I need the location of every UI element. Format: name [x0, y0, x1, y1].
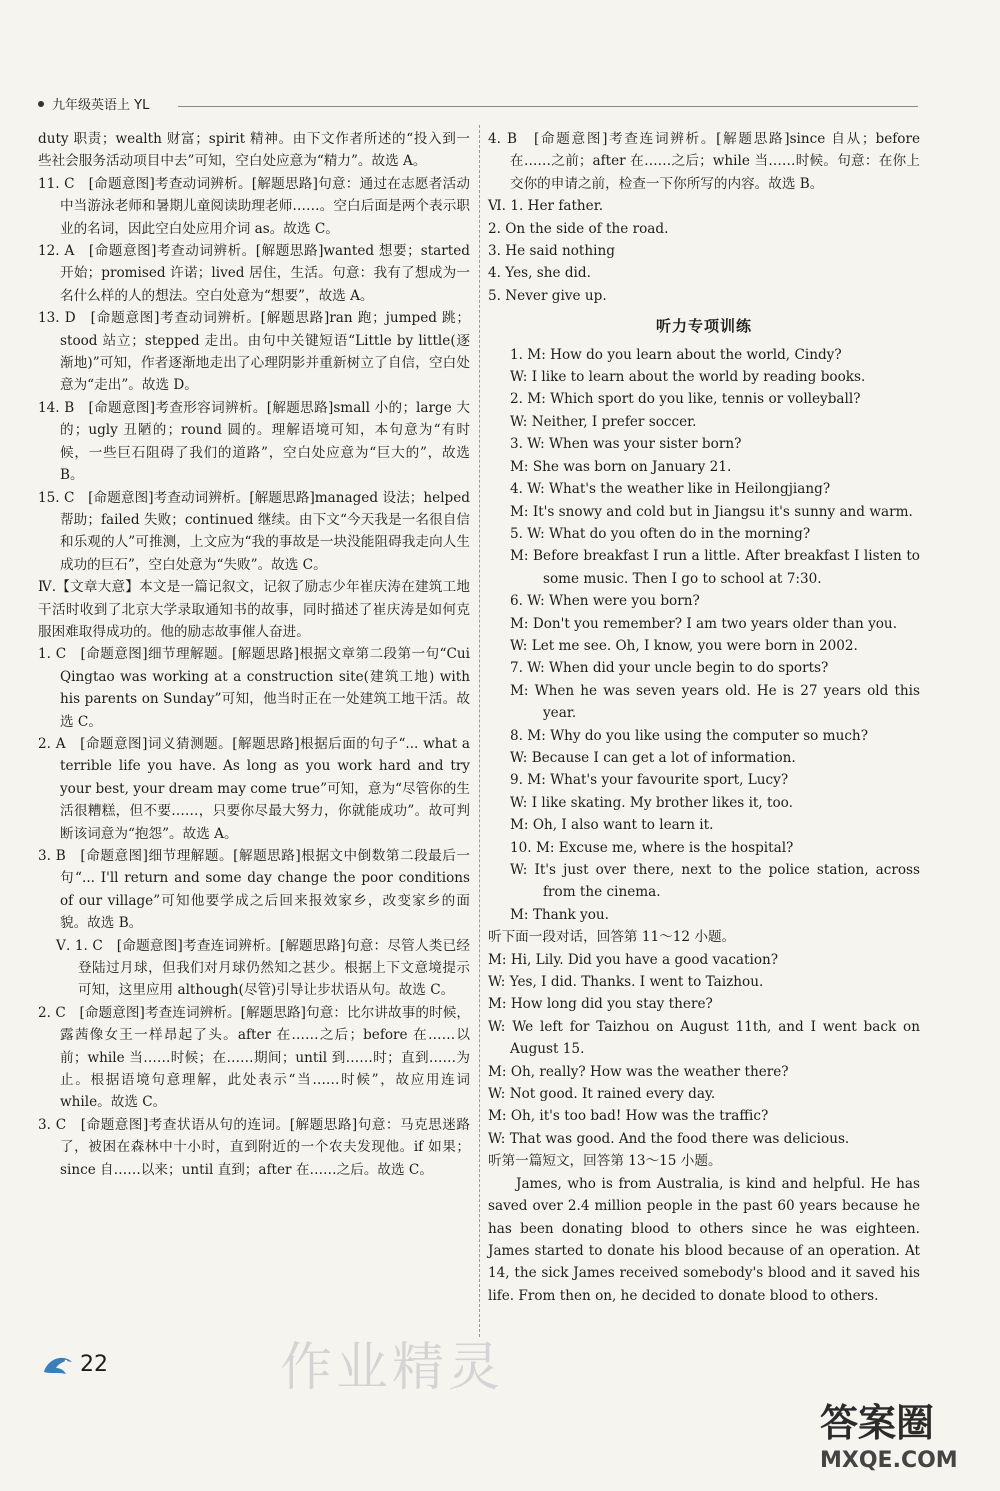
- text-line: W: I like skating. My brother likes it, too.: [510, 794, 793, 811]
- text-line: 6. W: When were you born?: [510, 593, 700, 610]
- text-line: M: Before breakfast I run a little. After breakfast I listen to some music. Then I go to school at 7:30.: [510, 548, 920, 587]
- text-line: 4. Yes, she did.: [488, 265, 591, 282]
- text-line: M: Oh, I also want to learn it.: [510, 817, 714, 834]
- text-line: 11. C [命题意图]考查动词辨析。[解题思路]句意：通过在志愿者活动中当游泳老师和暑期儿童阅读助理老师……。空白后面是两个表示职业的名词，因此空白处应用介词 as。故选 C。: [38, 175, 470, 237]
- text-line: W: Neither, I prefer soccer.: [510, 413, 697, 430]
- text-line: 5. W: What do you often do in the morning?: [510, 525, 811, 542]
- text-line: 4. B [命题意图]考查连词辨析。[解题思路]since 自从；before 在……之前；after 在……之后；while 当……时候。句意：在你上交你的申请之前，检查一下你所写的内容。故选 B。: [488, 131, 920, 192]
- text-line: 10. M: Excuse me, where is the hospital?: [510, 839, 794, 856]
- text-line: 2. On the side of the road.: [488, 220, 669, 237]
- text-line: 2. M: Which sport do you like, tennis or volleyball?: [510, 391, 861, 408]
- text-line: W: Because I can get a lot of information.: [510, 749, 796, 766]
- text-line: M: Don't you remember? I am two years older than you.: [510, 615, 898, 632]
- text-line: W: I like to learn about the world by reading books.: [510, 369, 866, 386]
- text-line: M: How long did you stay there?: [488, 996, 713, 1013]
- bullet-icon: [38, 101, 44, 107]
- text-line: 5. Never give up.: [488, 287, 607, 304]
- text-line: 15. C [命题意图]考查动词辨析。[解题思路]managed 设法；helped 帮助；failed 失败；continued 继续。由下文“今天我是一名很自信和乐观的人”可推测，上文应为“我的事故是一块没能阻碍我走向人生成功的巨石”，空白处意为“失败”。故选 C。: [38, 489, 470, 573]
- text-line: W: Let me see. Oh, I know, you were born in 2002.: [510, 637, 858, 654]
- text-line: duty 职责；wealth 财富；spirit 精神。由下文作者所述的“投入到一些社会服务活动项目中去”可知，空白处应意为“精力”。故选 A。: [38, 131, 470, 170]
- text-line: Ⅴ. 1. C [命题意图]考查连词辨析。[解题思路]句意：尽管人类已经登陆过月球，但我们对月球仍然知之甚少。根据上下文意境提示可知，这里应用 although(尽管)引导让步状语从句。故选 C。: [56, 937, 470, 999]
- text-line: W: It's just over there, next to the police station, across from the cinema.: [510, 862, 920, 901]
- text-line: 1. C [命题意图]细节理解题。[解题思路]根据文章第二段第一句“Cui Qingtao was working at a construction site(建筑工地) with his parents on Sunday”可知，他当时正在一处建筑工地干活。故选 C。: [38, 646, 470, 730]
- brand-watermark: 答案圈: [820, 1401, 935, 1445]
- text-line: 3. C [命题意图]考查状语从句的连词。[解题思路]句意：马克思迷路了，被困在森林中十小时，直到附近的一个农夫发现他。if 如果；since 自……以来；until 直到；after 在……之后。故选 C。: [38, 1116, 470, 1178]
- text-line: 3. W: When was your sister born?: [510, 436, 742, 453]
- text-line: Ⅵ. 1. Her father.: [488, 198, 604, 215]
- text-line: M: Hi, Lily. Did you have a good vacation?: [488, 951, 779, 968]
- page-number: 22: [80, 1352, 108, 1377]
- page-header: [38, 94, 918, 114]
- header-title: 九年级英语上 YL: [52, 98, 150, 113]
- text-line: W: We left for Taizhou on August 11th, and I went back on August 15.: [488, 1018, 920, 1058]
- text-line: 3. B [命题意图]细节理解题。[解题思路]根据文中倒数第二段最后一句“... I'll return and some day change the poor conditions of our village”可知他要学成之后回来报效家乡，改变家乡的面貌。故选 B。: [38, 848, 470, 932]
- text-line: 4. W: What's the weather like in Heilongjiang?: [510, 481, 831, 498]
- text-line: M: When he was seven years old. He is 27 years old this year.: [510, 682, 920, 722]
- text-line: M: Thank you.: [510, 906, 609, 923]
- text-line: 1. M: How do you learn about the world, Cindy?: [510, 346, 842, 363]
- left-column: [38, 128, 470, 1181]
- text-line: 13. D [命题意图]考查动词辨析。[解题思路]ran 跑；jumped 跳；stood 站立；stepped 走出。由句中关键短语“Little by little(逐渐地)”可知，作者逐渐地走出了心理阴影并重新树立了自信，空白处意为“走出”。故选 D。: [38, 310, 470, 394]
- text-line: W: That was good. And the food there was delicious.: [488, 1130, 850, 1147]
- text-line: M: She was born on January 21.: [510, 458, 732, 475]
- url-watermark: MXQE.COM: [820, 1448, 958, 1473]
- text-line: M: Oh, it's too bad! How was the traffic?: [488, 1108, 769, 1125]
- text-line: M: It's snowy and cold but in Jiangsu it's sunny and warm.: [510, 503, 913, 520]
- text-line: M: Oh, really? How was the weather there?: [488, 1063, 789, 1080]
- text-line: James, who is from Australia, is kind and helpful. He has saved over 2.4 million people in the past 60 years because he has been donating blood to others since he was eighteen. James started to donate his blood because of an operation. At 14, the sick James received somebody's blood and it saved his life. From then on, he decided to donate blood to others.: [488, 1175, 920, 1304]
- text-line: 12. A [命题意图]考查动词辨析。[解题思路]wanted 想要；started 开始；promised 许诺；lived 居住，生活。句意：我有了想成为一名什么样的人的想法。空白处意为“想要”，故选 A。: [38, 243, 470, 304]
- text-line: 2. A [命题意图]词义猜测题。[解题思路]根据后面的句子“... what a terrible life you have. As long as you work hard and try your best, your dream may come true”可知，意为“尽管你的生活很糟糕，但不要……，只要你尽最大努力，你就能成功”。故可判断该词意为“抱怨”。故选 A。: [38, 735, 470, 842]
- dolphin-logo-icon: [40, 1348, 76, 1384]
- text-line: Ⅳ.【文章大意】本文是一篇记叙文，记叙了励志少年崔庆涛在建筑工地干活时收到了北京大学录取通知书的故事，同时描述了崔庆涛是如何克服困难取得成功的。他的励志故事催人奋进。: [38, 579, 470, 640]
- text-line: 3. He said nothing: [488, 243, 615, 260]
- header-rule: [178, 106, 918, 107]
- text-line: 14. B [命题意图]考查形容词辨析。[解题思路]small 小的；large 大的；ugly 丑陋的；round 圆的。理解语境可知，本句意为“有时候，一些巨石阻碍了我们的道路”，空白处应意为“巨大的”，故选 B。: [38, 399, 470, 484]
- text-line: 2. C [命题意图]考查连词辨析。[解题思路]句意：比尔讲故事的时候，露茜像女王一样昂起了头。after 在……之后；before 在……以前；while 当……时候；在……期间；until 到……时；直到……为止。根据语境句意理解，此处表示“当……时候”，故应用连词 while。故选 C。: [38, 1004, 470, 1111]
- text-line: 听第一篇短文，回答第 13～15 小题。: [488, 1153, 722, 1170]
- right-column: [488, 128, 920, 1307]
- text-line: W: Not good. It rained every day.: [488, 1086, 716, 1103]
- text-line: 听下面一段对话，回答第 11～12 小题。: [488, 929, 736, 946]
- text-line: 8. M: Why do you like using the computer so much?: [510, 727, 868, 744]
- column-divider: [479, 125, 480, 1337]
- text-line: 9. M: What's your favourite sport, Lucy?: [510, 772, 789, 789]
- text-line: W: Yes, I did. Thanks. I went to Taizhou.: [488, 974, 764, 991]
- section-title: 听力专项训练: [655, 317, 752, 336]
- center-watermark: 作业精灵: [280, 1338, 505, 1398]
- text-line: 7. W: When did your uncle begin to do sports?: [510, 660, 829, 677]
